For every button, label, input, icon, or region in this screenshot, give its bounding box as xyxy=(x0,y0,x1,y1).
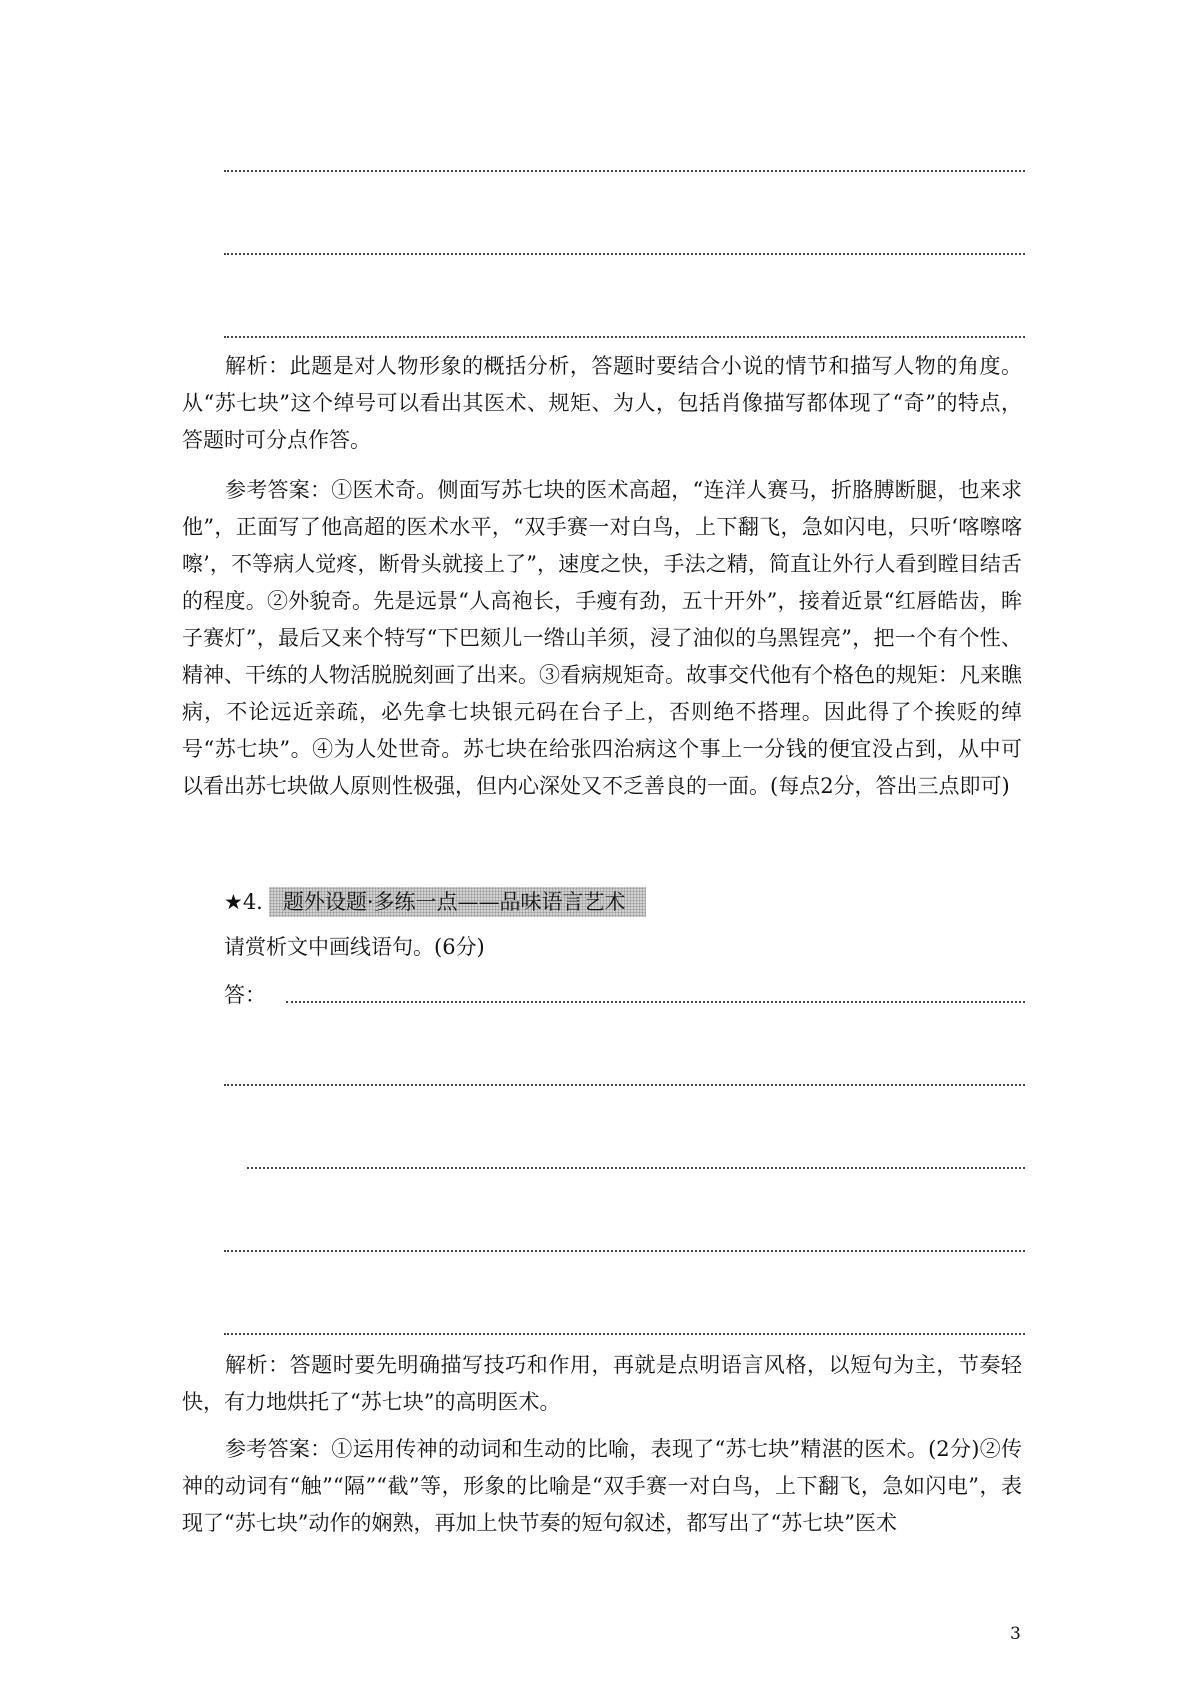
answer-line xyxy=(286,1001,1025,1003)
question-4-heading xyxy=(224,887,646,917)
answer-line xyxy=(224,1333,1025,1335)
analysis-paragraph: 解析：答题时要先明确描写技巧和作用，再就是点明语言风格，以短句为主，节奏轻快，有力地烘托了“苏七块”的高明医术。 xyxy=(182,1353,1022,1414)
analysis-paragraph: 解析：此题是对人物形象的概括分析，答题时要结合小说的情节和描写人物的角度。从“苏七块”这个绰号可以看出其医术、规矩、为人，包括肖像描写都体现了“奇”的特点，答题时可分点作答。 xyxy=(182,354,1022,452)
question-banner: 题外设题·多练一点——品味语言艺术 xyxy=(269,887,646,917)
reference-answer-paragraph: 参考答案：①医术奇。侧面写苏七块的医术高超，“连洋人赛马，折胳膊断腿，也来求他”，正面写了他高超的医术水平，“双手赛一对白鸟，上下翻飞，急如闪电，只听‘喀嚓喀嚓’，不等病人觉疼，断骨头就接上了”，速度之快，手法之精，简直让外行人看到瞠目结舌的程度。②外貌奇。先是远景“人高袍长，手瘦有劲，五十开外”，接着近景“红唇皓齿，眸子赛灯”，最后又来个特写“下巴颏儿一绺山羊须，浸了油似的乌黑锃亮”，把一个有个性、精神、干练的人物活脱脱刻画了出来。③看病规矩奇。故事交代他有个格色的规矩：凡来瞧病，不论远近亲疏，必先拿七块银元码在台子上，否则绝不搭理。因此得了个挨贬的绰号“苏七块”。④为人处世奇。苏七块在给张四治病这个事上一分钱的便宜没占到，从中可以看出苏七块做人原则性极强，但内心深处又不乏善良的一面。(每点2分，答出三点即可) xyxy=(182,478,1022,798)
answer-line xyxy=(224,336,1025,338)
answer-line xyxy=(247,1167,1025,1169)
answer-label: 答： xyxy=(224,983,266,1007)
answer-line xyxy=(224,253,1025,255)
answer-line xyxy=(224,1084,1025,1086)
question-number: ★4. xyxy=(224,890,263,914)
answer-line xyxy=(224,1250,1025,1252)
reference-answer-paragraph: 参考答案：①运用传神的动词和生动的比喻，表现了“苏七块”精湛的医术。(2分)②传神的动词有“触”“隔”“截”等，形象的比喻是“双手赛一对白鸟，上下翻飞，急如闪电”，表现了“苏七块”动作的娴熟，再加上快节奏的短句叙述，都写出了“苏七块”医术 xyxy=(182,1437,1022,1535)
question-prompt: 请赏析文中画线语句。(6分) xyxy=(224,935,485,959)
page-number: 3 xyxy=(1010,1624,1021,1644)
answer-line xyxy=(224,170,1025,172)
